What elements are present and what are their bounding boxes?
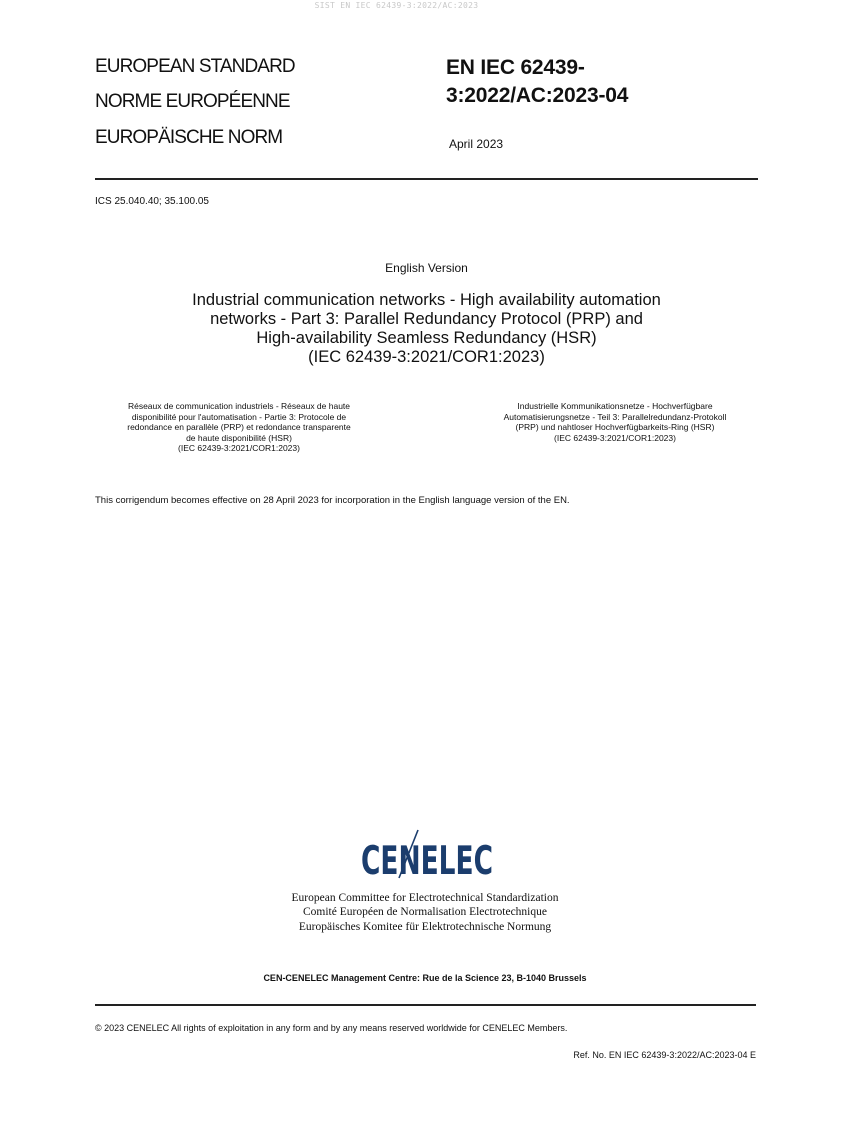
german-title xyxy=(462,401,768,443)
standard-name-en: EUROPEAN STANDARD xyxy=(95,56,295,77)
german-title-line: (PRP) und nahtloser Hochverfügbarkeits-Ring (HSR) xyxy=(515,422,715,433)
logo-wordmark: CENELEC xyxy=(360,838,493,884)
main-title xyxy=(130,291,723,367)
french-title-line: Réseaux de communication industriels - Réseaux de haute xyxy=(127,401,351,411)
french-title-line: de haute disponibilité (HSR) xyxy=(186,432,292,443)
german-title-line: Industrielle Kommunikationsnetze - Hochverfügbare xyxy=(517,401,713,411)
standard-reference xyxy=(446,54,628,110)
watermark: SIST EN IEC 62439-3:2022/AC:2023 xyxy=(314,1,479,10)
organization-name-de: Europäisches Komitee für Elektrotechnische Normung xyxy=(298,920,552,933)
german-title-line: (IEC 62439-3:2021/COR1:2023) xyxy=(554,432,676,443)
organization-name-en: European Committee for Electrotechnical Standardization xyxy=(291,892,559,904)
french-title xyxy=(84,401,394,454)
footer-divider xyxy=(95,1004,756,1006)
standard-reference-line2: 3:2022/AC:2023-04 xyxy=(446,84,629,107)
reference-number: Ref. No. EN IEC 62439-3:2022/AC:2023-04 E xyxy=(573,1050,756,1060)
french-title-line: (IEC 62439-3:2021/COR1:2023) xyxy=(178,443,300,454)
language-version: English Version xyxy=(385,261,468,275)
main-title-line: networks - Part 3: Parallel Redundancy Protocol (PRP) and xyxy=(210,310,643,328)
copyright-notice: © 2023 CENELEC All rights of exploitation in any form and by any means reserved worldwide for CENELEC Members. xyxy=(95,1023,568,1033)
management-centre-address: CEN-CENELEC Management Centre: Rue de la Science 23, B-1040 Brussels xyxy=(263,973,587,983)
cenelec-logo-graphic xyxy=(352,828,502,884)
german-title-line: Automatisierungsnetze - Teil 3: Parallelredundanz-Protokoll xyxy=(503,411,727,422)
standard-name-fr: NORME EUROPÉENNE xyxy=(95,91,290,112)
main-title-line: (IEC 62439-3:2021/COR1:2023) xyxy=(308,348,545,366)
corrigendum-notice: This corrigendum becomes effective on 28 April 2023 for incorporation in the English language version of the EN. xyxy=(95,495,570,506)
header-divider xyxy=(95,178,758,180)
standard-name-de: EUROPÄISCHE NORM xyxy=(95,127,283,148)
organization-name-fr: Comité Européen de Normalisation Electrotechnique xyxy=(303,906,547,919)
main-title-line: Industrial communication networks - High availability automation xyxy=(192,291,661,309)
cenelec-logo xyxy=(0,828,853,889)
main-title-line: High-availability Seamless Redundancy (HSR) xyxy=(256,329,597,347)
publication-date: April 2023 xyxy=(449,137,504,151)
french-title-line: redondance en parallèle (PRP) et redondance transparente xyxy=(127,422,351,433)
organization-names xyxy=(0,891,850,934)
standard-reference-line1: EN IEC 62439- xyxy=(446,56,585,79)
french-title-line: disponibilité pour l'automatisation - Partie 3: Protocole de xyxy=(131,411,347,422)
ics-codes: ICS 25.040.40; 35.100.05 xyxy=(95,196,209,207)
